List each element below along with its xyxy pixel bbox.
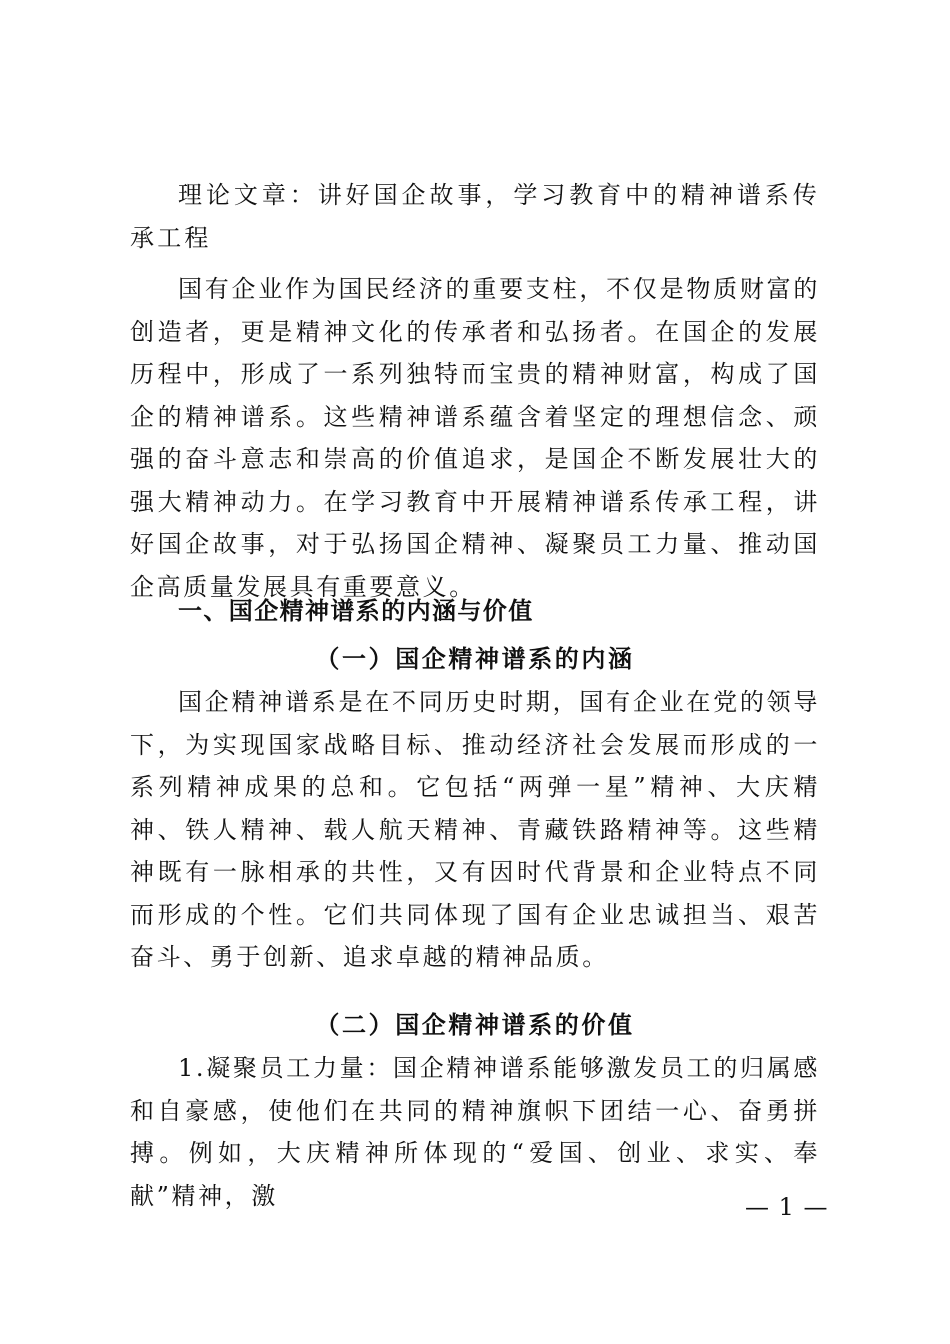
article-title: 理论文章：讲好国企故事，学习教育中的精神谱系传承工程 [130,181,820,252]
page-number: — 1 — [745,1193,829,1221]
subsection-paragraph-1: 国企精神谱系是在不同历史时期，国有企业在党的领导下，为实现国家战略目标、推动经济社会发展而形成的一系列精神成果的总和。它包括“两弹一星”精神、大庆精神、铁人精神、载人航天精神、青藏铁路精神等。这些精神既有一脉相承的共性，又有因时代背景和企业特点不同而形成的个性。它们共同体现了国有企业忠诚担当、艰苦奋斗、勇于创新、追求卓越的精神品质。 [130,688,820,971]
subsection-heading-1: （一）国企精神谱系的内涵 [315,644,635,673]
subsection-heading-2: （二）国企精神谱系的价值 [315,1010,635,1039]
intro-paragraph: 国有企业作为国民经济的重要支柱，不仅是物质财富的创造者，更是精神文化的传承者和弘扬者。在国企的发展历程中，形成了一系列独特而宝贵的精神财富，构成了国企的精神谱系。这些精神谱系蕴含着坚定的理想信念、顽强的奋斗意志和崇高的价值追求，是国企不断发展壮大的强大精神动力。在学习教育中开展精神谱系传承工程，讲好国企故事，对于弘扬国企精神、凝聚员工力量、推动国企高质量发展具有重要意义。 [130,275,820,601]
section-heading-1: 一、国企精神谱系的内涵与价值 [178,597,534,625]
subsection-paragraph-2: 1.凝聚员工力量：国企精神谱系能够激发员工的归属感和自豪感，使他们在共同的精神旗帜下团结一心、奋勇拼搏。例如，大庆精神所体现的“爱国、创业、求实、奉献”精神，激 [130,1054,820,1210]
